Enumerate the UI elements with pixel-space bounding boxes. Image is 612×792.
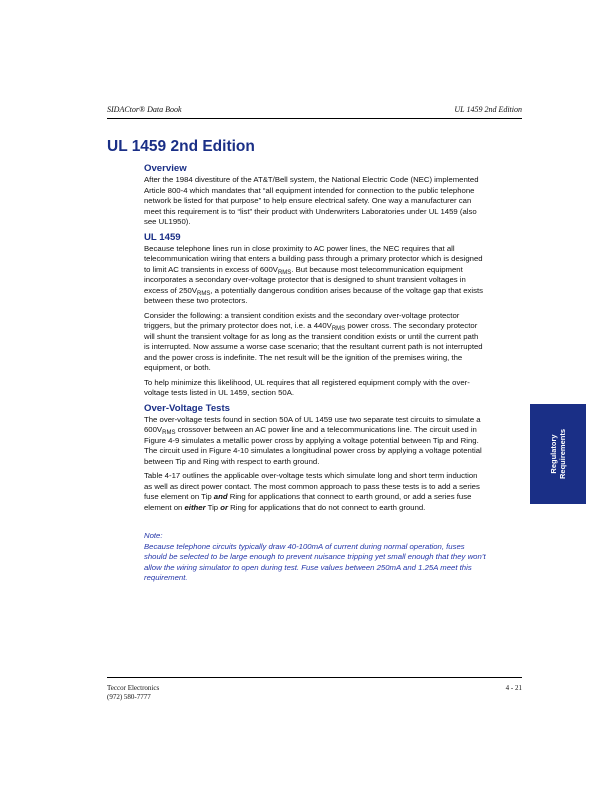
header-section-title: UL 1459 2nd Edition <box>454 105 522 114</box>
footer-company: Teccor Electronics <box>107 684 160 692</box>
section-side-tab <box>530 404 586 504</box>
note-label: Note: <box>144 531 163 540</box>
ul1459-paragraph-3: To help minimize this likelihood, UL requires that all registered equipment comply with the over-voltage tests listed in UL 1459, section 50A. <box>144 377 470 397</box>
overview-paragraph: After the 1984 divestiture of the AT&T/Bell system, the National Electric Code (NEC) implemented Article 800-4 which mandates that “all equipment intended for connection to the public telephone network be listed for that purpose” to help ensure electrical safety. One way a manufacturer can meet this requirement is to “list” their product with Underwriters Laboratories under UL 1459 (also see UL1950). <box>144 175 479 226</box>
page-footer <box>107 684 522 702</box>
header-book-title: SIDACtor® Data Book <box>107 105 182 114</box>
page-title: UL 1459 2nd Edition <box>107 138 255 155</box>
footer-rule <box>107 677 522 678</box>
ul1459-paragraph-2: Consider the following: a transient condition exists and the secondary over-voltage protector triggers, but the primary protector does not, i.e. a $440V_{RMS}$ power cross. The secondary protector will shunt the transient voltage for as long as the transient condition exists or until the current path is interrupted. Now assume a worse case scenario; that the resultant current path is not interrupted and the power cross is indefinite. The net result will be the ignition of the premises wiring, the equipment, or both. <box>144 310 483 372</box>
ul1459-paragraph-1: Because telephone lines run in close proximity to AC power lines, the NEC requires that all telecommunication wiring that enters a building pass through a primary protector which is designed to limit AC transients in excess of $600V_{RMS}$. But because most telecommunication equipment incorporates a secondary over-voltage protector that is designed to shunt transient voltages in excess of $250V_{RMS}$, a potentially dangerous condition arises because of the voltage gap that exists between these two protectors. <box>144 243 484 305</box>
footer-phone: (972) 580-7777 <box>107 693 151 701</box>
side-tab-label: Regulatory Requirements <box>549 428 567 480</box>
overvoltage-paragraph-1: The over-voltage tests found in section 50A of UL 1459 use two separate test circuits to simulate a $600V_{RMS}$ crossover between an AC power line and a telecommunications line. The circuit used in Figure 4-9 simulates a metallic power cross by applying a voltage potential between Tip and Ring. The circuit used in Figure 4-10 simulates a longitudinal power cross by applying a voltage potential between Tip and Ring with respect to earth ground. <box>144 414 482 466</box>
page-header <box>107 105 522 118</box>
note-block <box>144 531 486 584</box>
main-content <box>144 163 486 584</box>
overvoltage-paragraph-2: Table 4-17 outlines the applicable over-voltage tests which simulate long and short term induction as well as direct power contact. The most common approach to pass these tests is to add a series fuse element on Tip and Ring for applications that connect to earth ground, or add a series fuse element on either Tip or Ring for applications that do not connect to earth ground. <box>144 471 480 512</box>
ul1459-heading: UL 1459 <box>144 231 181 243</box>
header-rule <box>107 118 522 119</box>
overvoltage-heading: Over-Voltage Tests <box>144 402 231 414</box>
overview-heading: Overview <box>144 163 187 174</box>
page-number: 4 - 21 <box>505 684 522 692</box>
note-text: Because telephone circuits typically draw 40-100mA of current during normal operation, fuses should be selected to be large enough to prevent nuisance tripping yet small enough that they won’t allow the wiring simulator to open during test. Fuse values between 250mA and 1.25A meet this requirement. <box>144 541 486 582</box>
